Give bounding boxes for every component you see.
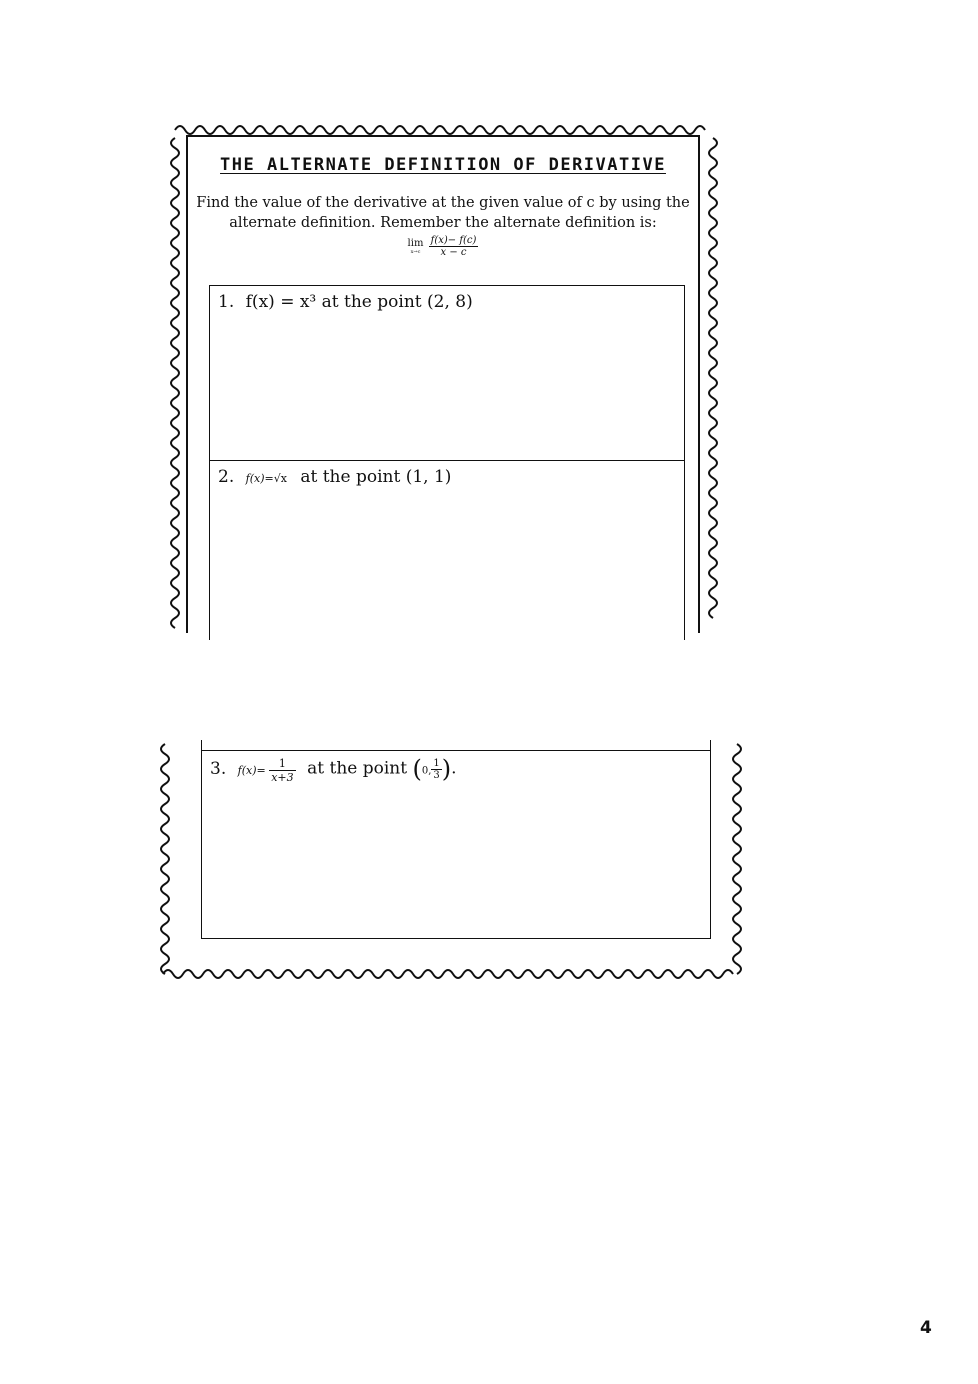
problem-number: 1. <box>218 292 235 312</box>
function-denominator: x+3 <box>271 771 294 784</box>
end-punctuation: . <box>451 758 457 779</box>
page-number: 4 <box>920 1318 932 1338</box>
function-fraction <box>269 757 295 784</box>
alternate-definition-formula <box>188 235 698 258</box>
problem-2-statement <box>218 467 451 487</box>
problem-box-1[interactable] <box>209 285 685 461</box>
limit-operator <box>408 238 424 255</box>
problem-function <box>246 472 287 485</box>
formula-denominator: x − c <box>440 247 467 258</box>
point-y-fraction <box>431 758 441 781</box>
limit-label: lim <box>407 238 424 249</box>
function-lhs: f(x)= <box>245 472 274 485</box>
problem-1-statement <box>218 292 473 312</box>
limit-subscript: x→c <box>410 249 421 255</box>
problem-point: at the point (2, 8) <box>321 292 473 312</box>
difference-quotient <box>429 235 479 258</box>
open-paren: ( <box>412 755 422 783</box>
problem-3-statement <box>210 755 457 784</box>
function-sqrt: √x <box>273 472 287 485</box>
function-lhs: f(x)= <box>237 763 266 777</box>
worksheet-card-1 <box>186 135 700 633</box>
point-x: 0, <box>421 765 432 777</box>
problem-number: 3. <box>210 758 227 779</box>
instructions-text: Find the value of the derivative at the given value of c by using the alternate definition. Remember the alternate definition is: <box>196 195 690 231</box>
worksheet-title: THE ALTERNATE DEFINITION OF DERIVATIVE <box>220 155 666 175</box>
worksheet-card-2 <box>201 740 711 939</box>
point-y-denominator: 3 <box>433 769 440 781</box>
problem-function <box>237 757 300 784</box>
problem-point: at the point (1, 1) <box>300 467 452 487</box>
problem-box-3[interactable] <box>201 750 711 939</box>
formula-numerator: f(x)− f(c) <box>430 235 477 246</box>
problem-point-label: at the point <box>307 758 408 779</box>
problem-box-2[interactable] <box>209 460 685 640</box>
problem-function: f(x) = x³ <box>245 292 317 312</box>
problem-number: 2. <box>218 467 235 487</box>
point-y-numerator: 1 <box>433 757 440 769</box>
function-numerator: 1 <box>269 757 295 771</box>
close-paren: ) <box>441 755 452 783</box>
